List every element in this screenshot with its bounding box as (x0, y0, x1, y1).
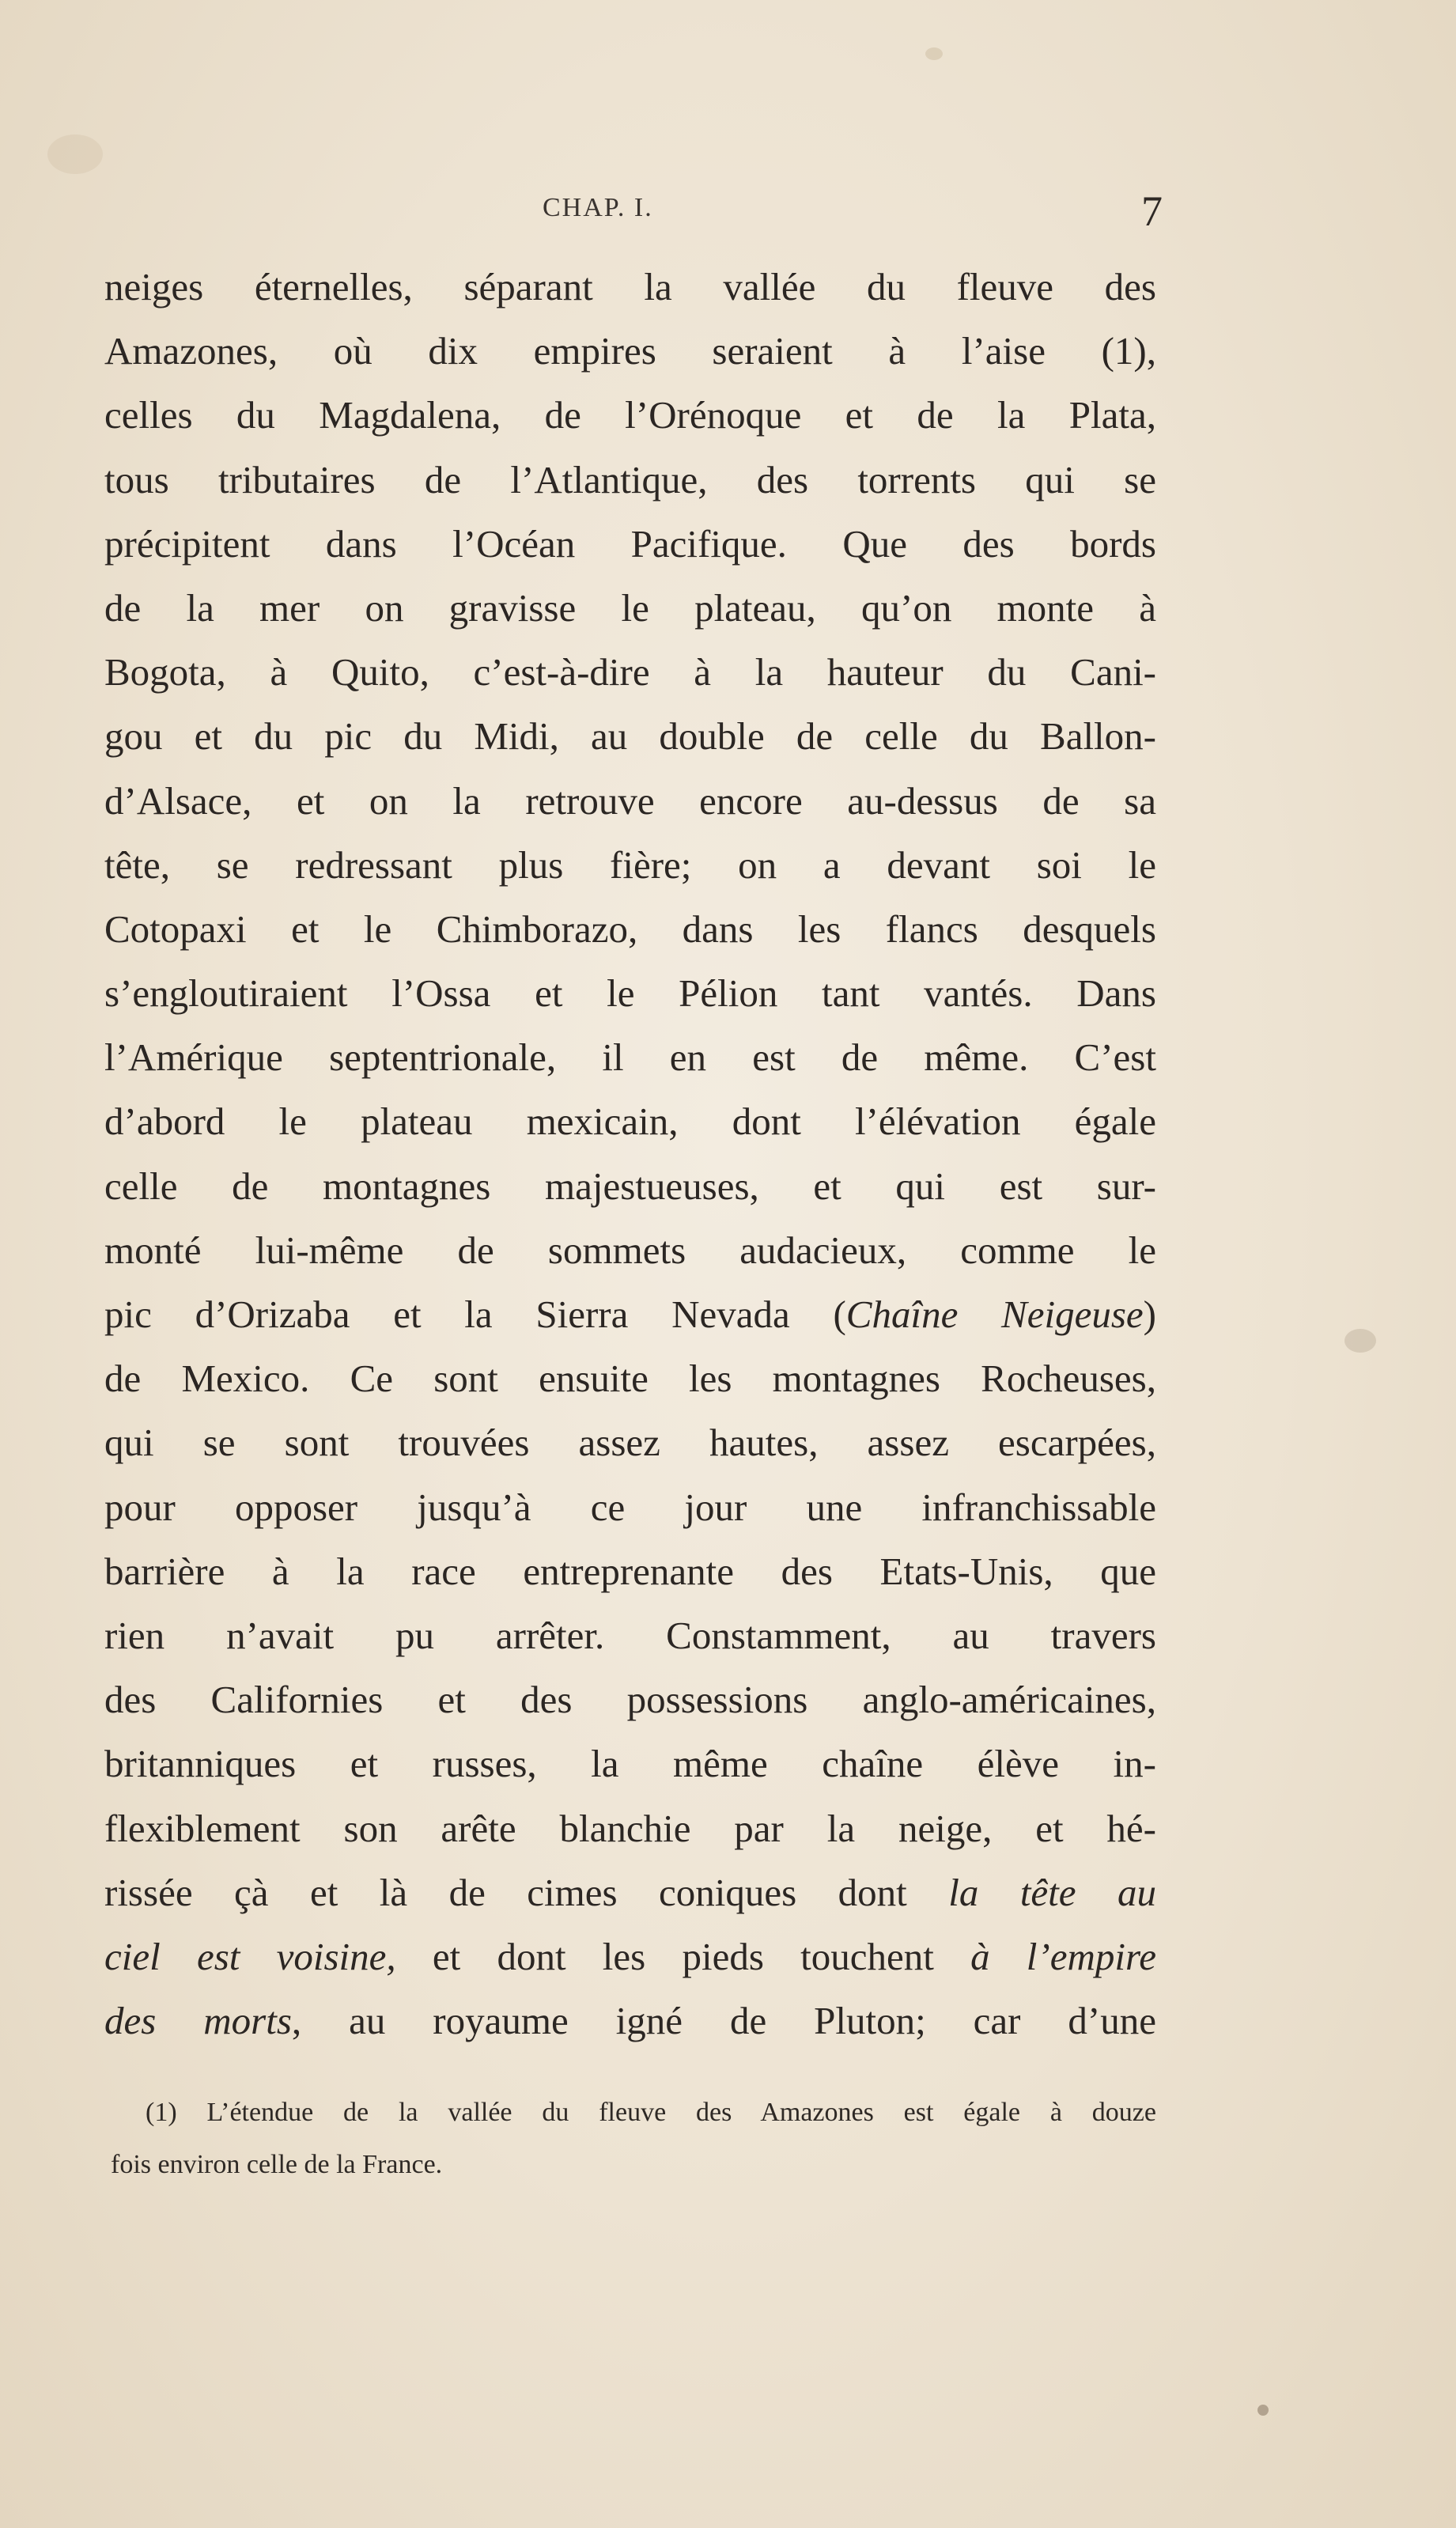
text-segment: barrière à la race entreprenante des Etats-Unis, que (104, 1549, 1156, 1593)
running-header (103, 187, 1163, 242)
text-segment: tête, se redressant plus fière; on a devant soi le (104, 842, 1156, 887)
text-line (104, 1539, 1156, 1603)
text-line (104, 319, 1156, 383)
italic-text-segment: Chaîne Neigeuse (845, 1292, 1144, 1336)
body-text (104, 255, 1156, 2053)
text-segment: Bogota, à Quito, c’est-à-dire à la hauteur du Cani- (104, 650, 1156, 694)
text-line (104, 1924, 1156, 1989)
text-segment: ) (1143, 1292, 1156, 1336)
footnote-line: (1) L’étendue de la vallée du fleuve des Amazones est égale à douze (146, 2098, 1156, 2127)
text-line (104, 1731, 1156, 1796)
text-line (104, 448, 1156, 512)
text-segment: flexiblement son arête blanchie par la neige, et hé- (104, 1806, 1156, 1850)
text-line (104, 255, 1156, 319)
text-line (104, 1667, 1156, 1731)
text-segment: d’Alsace, et on la retrouve encore au-dessus de sa (104, 778, 1156, 823)
text-segment: l’Amérique septentrionale, il en est de même. C’est (104, 1035, 1156, 1080)
text-line (104, 1603, 1156, 1667)
text-segment: rissée çà et là de cimes coniques dont (104, 1870, 949, 1914)
text-segment: Amazones, où dix empires seraient à l’aise (1), (104, 329, 1156, 373)
text-segment: précipitent dans l’Océan Pacifique. Que des bords (104, 521, 1156, 566)
text-line (104, 1025, 1156, 1089)
text-segment: gou et du pic du Midi, au double de celle du Ballon- (104, 714, 1156, 759)
text-line (104, 1475, 1156, 1539)
text-line (104, 576, 1156, 640)
paper-stain (47, 134, 103, 174)
paper-stain (925, 47, 943, 60)
page-number: 7 (1141, 187, 1163, 235)
text-segment: s’engloutiraient l’Ossa et le Pélion tant vantés. Dans (104, 971, 1156, 1016)
text-segment: monté lui-même de sommets audacieux, comme le (104, 1228, 1156, 1272)
text-segment: pic d’Orizaba et la Sierra Nevada ( (104, 1292, 846, 1336)
text-line (104, 1282, 1156, 1346)
text-line (104, 383, 1156, 447)
text-segment: britanniques et russes, la même chaîne élève in- (104, 1742, 1156, 1786)
text-line (104, 833, 1156, 897)
text-segment: rien n’avait pu arrêter. Constamment, au travers (104, 1613, 1156, 1657)
text-segment: celles du Magdalena, de l’Orénoque et de la Plata, (104, 393, 1156, 437)
text-line (104, 1218, 1156, 1282)
text-line (104, 897, 1156, 961)
text-line (104, 640, 1156, 704)
italic-text-segment: ciel est voisine, (104, 1934, 396, 1978)
text-line (104, 1410, 1156, 1474)
footnote (111, 2087, 1156, 2191)
text-segment: des Californies et des possessions anglo-américaines, (104, 1678, 1156, 1722)
text-segment: et dont les pieds touchent (395, 1934, 971, 1978)
italic-text-segment: des morts (104, 1999, 292, 2043)
text-line (104, 1346, 1156, 1410)
italic-text-segment: la tête au (948, 1870, 1156, 1914)
text-line (104, 704, 1156, 768)
text-segment: neiges éternelles, séparant la vallée du fleuve des (104, 265, 1156, 308)
text-line (104, 1860, 1156, 1924)
text-segment: de la mer on gravisse le plateau, qu’on monte à (104, 585, 1156, 630)
italic-text-segment: à l’empire (970, 1934, 1156, 1978)
text-line (104, 512, 1156, 576)
text-line (104, 1089, 1156, 1153)
text-segment: celle de montagnes majestueuses, et qui est sur- (104, 1164, 1156, 1208)
text-segment: d’abord le plateau mexicain, dont l’élévation égale (104, 1099, 1156, 1144)
text-line (104, 769, 1156, 833)
text-segment: , au royaume igné de Pluton; car d’une (291, 1999, 1156, 2043)
paper-stain (1344, 1329, 1376, 1353)
text-segment: Cotopaxi et le Chimborazo, dans les flancs desquels (104, 906, 1156, 951)
text-segment: qui se sont trouvées assez hautes, assez escarpées, (104, 1421, 1156, 1465)
text-line (104, 1154, 1156, 1218)
text-line (104, 961, 1156, 1025)
text-line (104, 1796, 1156, 1860)
text-segment: tous tributaires de l’Atlantique, des torrents qui se (104, 457, 1156, 501)
footnote-line: fois environ celle de la France. (111, 2150, 443, 2179)
text-segment: pour opposer jusqu’à ce jour une infranchissable (104, 1485, 1156, 1529)
paper-stain (1257, 2405, 1269, 2416)
text-line (104, 1989, 1156, 2053)
chapter-heading: CHAP. I. (543, 193, 653, 222)
text-segment: de Mexico. Ce sont ensuite les montagnes Rocheuses, (104, 1357, 1156, 1401)
